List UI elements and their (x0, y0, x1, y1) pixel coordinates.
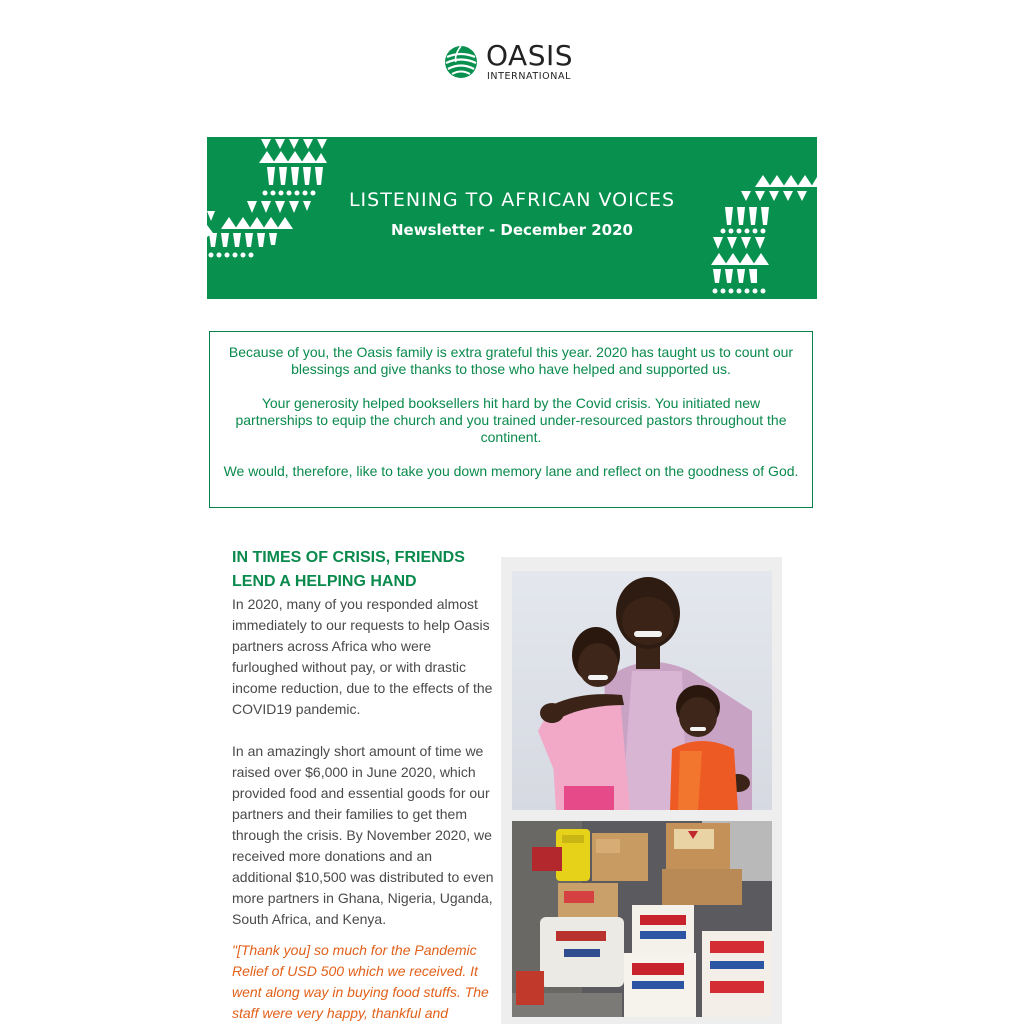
oasis-globe-leaf-icon (444, 45, 478, 79)
banner-title: LISTENING TO AFRICAN VOICES (348, 189, 676, 211)
photo-column (501, 557, 782, 1024)
logo-subtitle: INTERNATIONAL (487, 71, 571, 82)
food-donations-photo (512, 821, 772, 1017)
african-pattern-left-decoration (207, 137, 327, 299)
intro-paragraph: Your generosity helped booksellers hit hard by the Covid crisis. You initiated new partnerships to equip the church and you trained under-resourced pastors throughout the continent. (235, 395, 787, 445)
crisis-article (232, 546, 494, 1024)
article-paragraph: In an amazingly short amount of time we raised over $6,000 in June 2020, which provided food and essential goods for our partners and their families to get them through the crisis. By November 2020, we received more donations and an additional $10,500 was distributed to even more partners in Ghana, Nigeria, Uganda, South Africa, and Kenya. (232, 743, 494, 927)
partner-testimonial-quote: "[Thank you] so much for the Pandemic Relief of USD 500 which we received. It went along way in buying food stuffs. The staff were very happy, thankful and (232, 942, 489, 1021)
article-paragraph: In 2020, many of you responded almost immediately to our requests to help Oasis partners across Africa who were furloughed without pay, or with drastic income reduction, due to the effects of the COVID19 pandemic. (232, 596, 493, 717)
oasis-logo[interactable] (444, 39, 574, 82)
newsletter-banner (207, 137, 817, 299)
logo-name: OASIS (486, 39, 574, 72)
family-portrait-photo (512, 571, 772, 810)
article-heading: IN TIMES OF CRISIS, FRIENDS LEND A HELPING HAND (232, 549, 465, 590)
banner-subtitle: Newsletter - December 2020 (390, 221, 633, 239)
intro-paragraph: We would, therefore, like to take you down memory lane and reflect on the goodness of God. (223, 463, 799, 479)
intro-paragraph: Because of you, the Oasis family is extra grateful this year. 2020 has taught us to count our blessings and give thanks to those who have helped and supported us. (228, 344, 794, 377)
intro-message-box (209, 331, 813, 508)
